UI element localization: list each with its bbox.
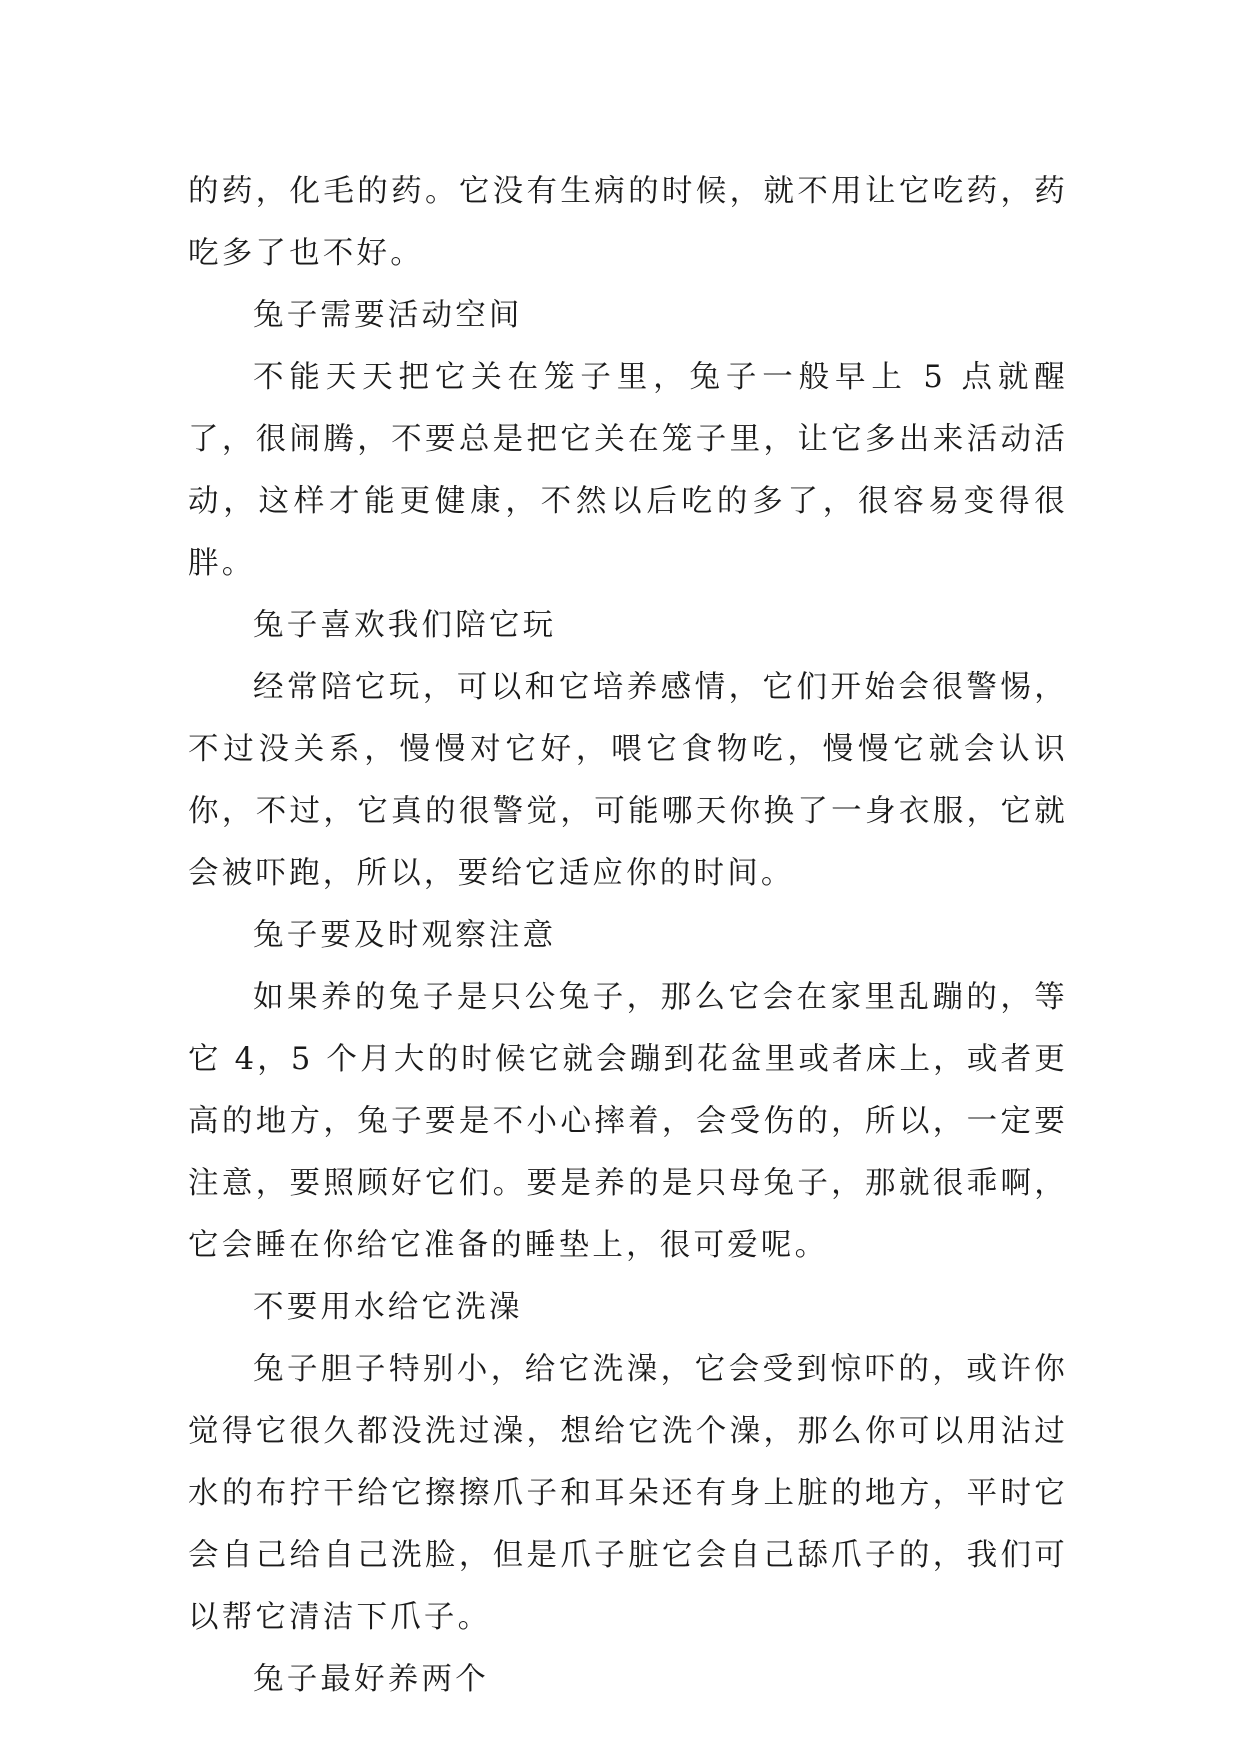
body-paragraph: 不能天天把它关在笼子里，兔子一般早上 5 点就醒了，很闹腾，不要总是把它关在笼子里，让它多出来活动活动，这样才能更健康，不然以后吃的多了，很容易变得很胖。 — [188, 360, 1068, 581]
body-paragraph: 的药，化毛的药。它没有生病的时候，就不用让它吃药，药吃多了也不好。 — [188, 174, 1068, 271]
body-paragraph: 经常陪它玩，可以和它培养感情，它们开始会很警惕，不过没关系，慢慢对它好，喂它食物吃，慢慢它就会认识你，不过，它真的很警觉，可能哪天你换了一身衣服，它就会被吓跑，所以，要给它适应你的时间。 — [188, 670, 1068, 891]
section-heading: 兔子最好养两个 — [253, 1662, 489, 1697]
body-paragraph: 如果养的兔子是只公兔子，那么它会在家里乱蹦的，等它 4，5 个月大的时候它就会蹦到花盆里或者床上，或者更高的地方，兔子要是不小心摔着，会受伤的，所以，一定要注意，要照顾好它们。要是养的是只母兔子，那就很乖啊，它会睡在你给它准备的睡垫上，很可爱呢。 — [188, 980, 1068, 1263]
document-body — [188, 161, 1068, 1711]
section-heading: 兔子喜欢我们陪它玩 — [253, 608, 557, 643]
body-paragraph: 兔子胆子特别小，给它洗澡，它会受到惊吓的，或许你觉得它很久都没洗过澡，想给它洗个澡，那么你可以用沾过水的布拧干给它擦擦爪子和耳朵还有身上脏的地方，平时它会自己给自己洗脸，但是爪子脏它会自己舔爪子的，我们可以帮它清洁下爪子。 — [188, 1352, 1068, 1635]
section-heading: 兔子要及时观察注意 — [253, 918, 557, 953]
section-heading: 兔子需要活动空间 — [253, 298, 523, 333]
section-heading: 不要用水给它洗澡 — [253, 1290, 523, 1325]
